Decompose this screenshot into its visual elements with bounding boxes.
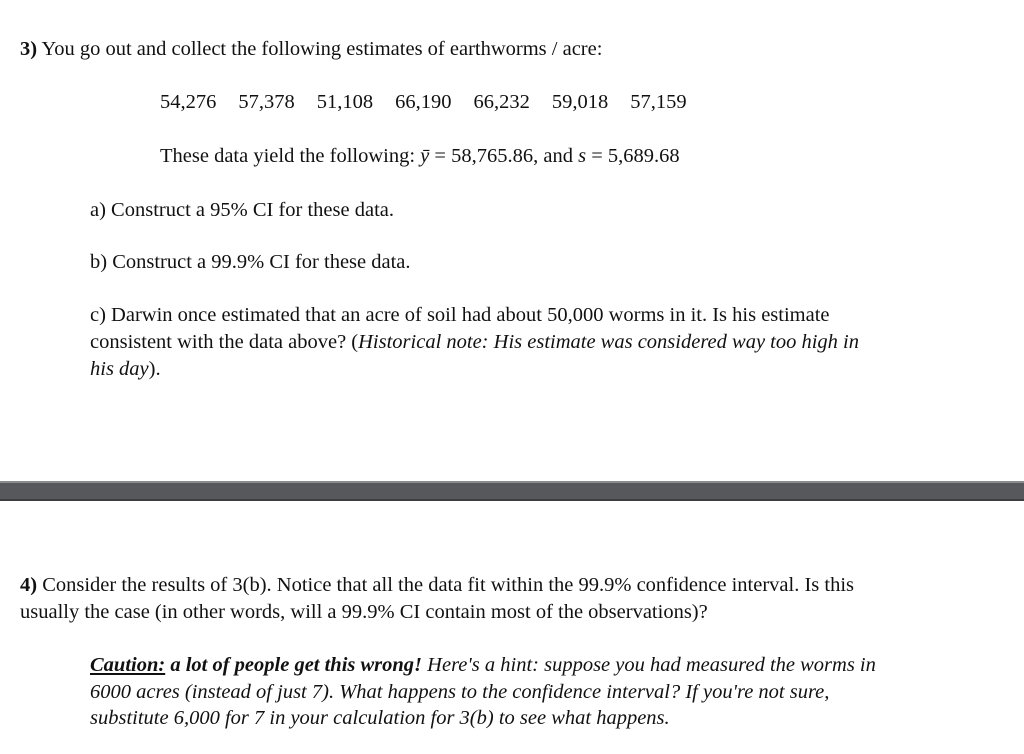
- q4-number: 4): [20, 574, 38, 596]
- q3-intro: You go out and collect the following estimates of earthworms / acre:: [37, 38, 603, 60]
- historical-note-end: his day: [90, 358, 149, 380]
- data-value: 66,190: [395, 91, 452, 113]
- caution-warning: a lot of people get this wrong!: [165, 654, 423, 676]
- historical-note: Historical note: His estimate was considered way too high in: [358, 331, 860, 353]
- q3-part-b: b) Construct a 99.9% CI for these data.: [90, 251, 411, 273]
- q4-caution-line1: [90, 652, 876, 679]
- data-value: 57,159: [630, 91, 687, 113]
- q3-number: 3): [20, 38, 38, 60]
- q3-summary-stats: [160, 143, 680, 170]
- q3-part-a: a) Construct a 95% CI for these data.: [90, 199, 394, 221]
- part-c-plain: consistent with the data above? (: [90, 331, 359, 353]
- q4-caution-line3: substitute 6,000 for 7 in your calculation for 3(b) to see what happens.: [90, 707, 670, 729]
- q3-part-c-line3: [90, 356, 161, 383]
- s-value: = 5,689.68: [586, 145, 680, 167]
- q4-line1: Consider the results of 3(b). Notice that all the data fit within the 99.9% confidence interval. Is this: [37, 574, 855, 596]
- data-value: 66,232: [473, 91, 530, 113]
- caution-label: Caution:: [90, 654, 166, 676]
- section-divider: [0, 481, 1024, 501]
- summary-prefix: These data yield the following:: [160, 145, 421, 167]
- q3-part-c-line2: [90, 329, 859, 356]
- q4-prompt-line2: usually the case (in other words, will a 99.9% CI contain most of the observations)?: [20, 601, 708, 623]
- q3-prompt: [20, 36, 602, 63]
- part-c-close: ).: [148, 358, 161, 380]
- q4-caution-line2: 6000 acres (instead of just 7). What happens to the confidence interval? If you're not sure,: [90, 681, 830, 703]
- s-symbol: s: [578, 145, 587, 167]
- q4-prompt-line1: [20, 572, 854, 599]
- ybar-value: = 58,765.86, and: [429, 145, 579, 167]
- caution-hint: Here's a hint: suppose you had measured the worms in: [422, 654, 876, 676]
- q3-data-values: [160, 89, 709, 116]
- data-value: 59,018: [551, 91, 609, 113]
- data-value: 57,378: [238, 91, 295, 113]
- data-value: 54,276: [160, 91, 217, 113]
- ybar-symbol: ȳ: [420, 145, 430, 167]
- q3-part-c-line1: c) Darwin once estimated that an acre of soil had about 50,000 worms in it. Is his estimate: [90, 304, 830, 326]
- data-value: 51,108: [316, 91, 374, 113]
